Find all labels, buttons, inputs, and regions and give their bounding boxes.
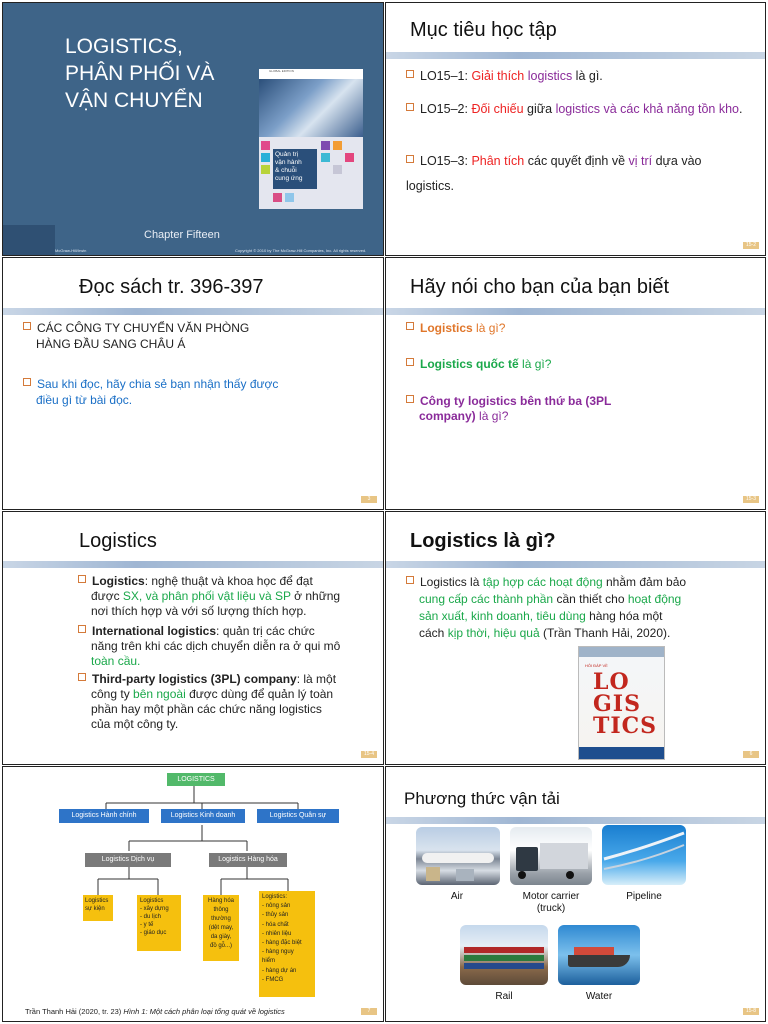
definition-paragraph: Logistics là tập hợp các hoạt động nhằm đảm bảo cung cấp các thành phần cần thiết cho hoạt động sản xuất, kinh doanh, tiêu dùng hàng hóa một cách kịp thời, hiệu quả (Trần Thanh Hải, 2020).	[406, 574, 749, 642]
objective-3: LO15–3: Phân tích các quyết định về vị trí dựa vào logistics.	[406, 154, 702, 193]
page-number: 3	[361, 496, 377, 503]
objective-1: LO15–1: Giải thích logistics là gì.	[406, 67, 749, 85]
page-number: 15-4	[361, 751, 377, 758]
slide-reading[interactable]	[2, 257, 384, 510]
slide-what-is-logistics[interactable]	[385, 511, 766, 765]
classification-diagram	[3, 767, 384, 1022]
water-photo	[558, 925, 640, 985]
chapter-label: Chapter Fifteen	[144, 229, 220, 241]
slide-title: Phương thức vận tải	[404, 789, 560, 808]
slide-title: Đọc sách tr. 396-397	[79, 276, 264, 298]
reading-instruction: Sau khi đọc, hãy chia sẻ bạn nhận thấy được điều gì từ bài đọc.	[23, 376, 367, 408]
copyright-footer: Copyright © 2010 by The McGraw-Hill Companies, Inc. All rights reserved.	[235, 248, 367, 253]
slide-chapter-cover[interactable]	[2, 2, 384, 256]
node-service: Logistics Dịch vụ	[85, 853, 171, 867]
page-number: 15-3	[743, 496, 759, 503]
slide-title: Logistics là gì?	[410, 530, 556, 552]
definition-logistics: Logistics: nghệ thuật và khoa học để đạt được SX, và phân phối vật liệu và SP ở những nơi thích hợp và với số lượng thích hợp.	[91, 574, 367, 619]
slide-title: Logistics	[79, 530, 157, 552]
pipeline-photo	[602, 825, 686, 885]
slide-logistics-definitions[interactable]	[2, 511, 384, 765]
leaf-special-goods: Logistics: - nông sản - thủy sản - hóa chất - nhiên liệu - hàng đặc biệt - hàng nguy hiểm - hàng dự án - FMCG	[259, 891, 315, 997]
slide-title: Hãy nói cho bạn của bạn biết	[410, 276, 670, 298]
book-edition: GLOBAL EDITION	[259, 69, 363, 79]
node-military: Logistics Quân sự	[257, 809, 339, 823]
air-caption: Air	[450, 891, 464, 902]
truck-caption: Motor carrier (truck)	[522, 891, 580, 914]
leaf-ordinary-goods: Hàng hóa thông thường (dệt may, da giày, đồ gỗ...)	[203, 895, 239, 961]
node-admin: Logistics Hành chính	[59, 809, 149, 823]
page-number: 6	[743, 751, 759, 758]
publisher-footer: McGraw-Hill/Irwin	[55, 248, 87, 253]
water-caption: Water	[585, 991, 613, 1002]
air-photo	[416, 827, 500, 885]
pipeline-caption: Pipeline	[626, 891, 662, 902]
slide-discussion[interactable]	[385, 257, 766, 510]
definition-3pl: Third-party logistics (3PL) company: là một công ty bên ngoài được dùng để quản lý toàn phần hay một phần các chức năng logistics của một công ty.	[91, 672, 367, 732]
slide-learning-objectives[interactable]	[385, 2, 766, 256]
question-2: Logistics quốc tế là gì?	[406, 356, 749, 373]
book-title: Quản trị vận hành & chuỗi cung ứng	[273, 149, 317, 189]
node-goods: Logistics Hàng hóa	[209, 853, 287, 867]
question-3: Công ty logistics bên thứ ba (3PL company) là gì?	[406, 394, 749, 424]
book-cover-image	[259, 69, 363, 209]
definition-international: International logistics: quản trị các chức năng trên khi các dịch chuyển diễn ra ở qui mô toàn cầu.	[91, 624, 367, 669]
figure-caption: Trần Thanh Hải (2020, tr. 23) Hình 1: Một cách phân loại tổng quát về logistics	[25, 1007, 285, 1016]
logistics-book-image: HỎI ĐÁP VỀ LO GIS TICS	[578, 646, 665, 760]
slide-transport-modes[interactable]	[385, 766, 766, 1022]
page-number: 15-8	[743, 1008, 759, 1015]
leaf-event: Logistics sự kiện	[83, 895, 113, 921]
rail-photo	[460, 925, 548, 985]
slide-title: Mục tiêu học tập	[410, 19, 557, 41]
reading-topic: CÁC CÔNG TY CHUYỂN VĂN PHÒNG HÀNG ĐẦU SANG CHÂU Á	[23, 320, 367, 352]
page-number: 15-2	[743, 242, 759, 249]
leaf-services: Logistics - xây dựng - du lịch - y tế - giáo dục	[137, 895, 181, 951]
objective-2: LO15–2: Đối chiếu giữa logistics và các khả năng tồn kho.	[406, 97, 749, 122]
node-business: Logistics Kinh doanh	[161, 809, 245, 823]
page-number: 7	[361, 1008, 377, 1015]
node-root: LOGISTICS	[167, 773, 225, 786]
chapter-title: LOGISTICS, PHÂN PHỐI VÀ VẬN CHUYỂN	[65, 35, 215, 112]
rail-caption: Rail	[495, 991, 513, 1002]
truck-photo	[510, 827, 592, 885]
slide-logistics-classification[interactable]	[2, 766, 384, 1022]
question-1: Logistics là gì?	[406, 320, 749, 337]
